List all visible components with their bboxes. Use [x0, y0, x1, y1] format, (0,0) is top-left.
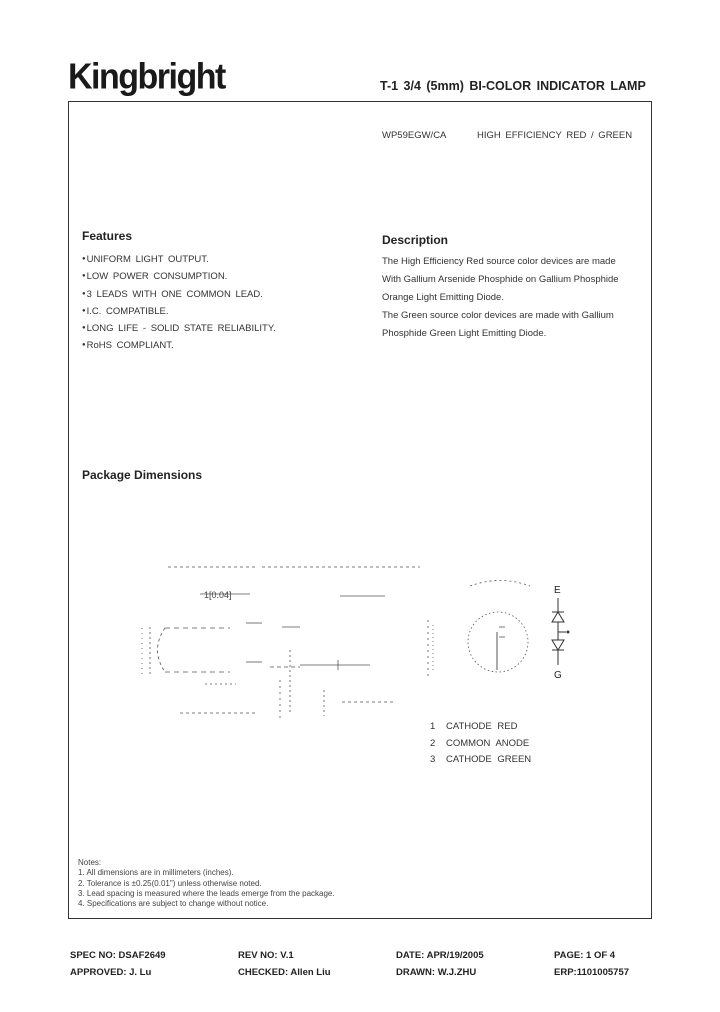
approved-by: APPROVED: J. Lu	[70, 967, 152, 978]
description-line: The High Efficiency Red source color devices are made	[382, 256, 616, 267]
note-line: 1. All dimensions are in millimeters (inches).	[78, 868, 234, 878]
pin-number: 1	[430, 721, 436, 732]
notes-heading: Notes:	[78, 858, 102, 867]
note-line: 2. Tolerance is ±0.25(0.01") unless otherwise noted.	[78, 878, 262, 888]
pin-name: CATHODE GREEN	[446, 754, 532, 765]
description-line: Phosphide Green Light Emitting Diode.	[382, 328, 547, 339]
revision-number: REV NO: V.1	[238, 950, 294, 961]
pin-number: 2	[430, 737, 436, 749]
note-line: 4. Specifications are subject to change without notice.	[78, 899, 269, 909]
diode-schematic	[552, 598, 566, 665]
erp-number: ERP:1101005757	[554, 967, 630, 978]
pin-item	[430, 719, 531, 736]
feature-item: ● RoHS COMPLIANT.	[82, 337, 276, 354]
description-line: The Green source color devices are made with Gallium	[382, 310, 614, 321]
part-number: WP59EGW/CA	[382, 130, 447, 141]
diode-label-e: E	[554, 585, 561, 596]
pin-item	[430, 752, 531, 769]
front-view-circle	[468, 612, 528, 672]
pin-list	[430, 719, 531, 769]
package-dimensions-heading: Package Dimensions	[82, 468, 203, 482]
diode-label-g: G	[554, 670, 562, 681]
document-title: T-1 3/4 (5mm) BI-COLOR INDICATOR LAMP	[380, 79, 646, 93]
feature-item: ● 3 LEADS WITH ONE COMMON LEAD.	[82, 286, 276, 303]
lens-outline	[158, 628, 166, 672]
checked-by: CHECKED: Allen Liu	[238, 967, 331, 978]
feature-item: ● LONG LIFE - SOLID STATE RELIABILITY.	[82, 320, 276, 337]
notes	[78, 858, 335, 909]
feature-item: ● LOW POWER CONSUMPTION.	[82, 268, 276, 285]
pin-name: COMMON ANODE	[446, 737, 530, 749]
pin-name: CATHODE RED	[446, 721, 518, 732]
drawn-by: DRAWN: W.J.ZHU	[396, 967, 477, 978]
part-color: HIGH EFFICIENCY RED / GREEN	[477, 130, 633, 141]
description-line: Orange Light Emitting Diode.	[382, 292, 504, 303]
description-line: With Gallium Arsenide Phosphide on Gallium Phosphide	[382, 274, 619, 285]
feature-item: ● UNIFORM LIGHT OUTPUT.	[82, 251, 276, 268]
common-node	[567, 631, 570, 634]
spec-number: SPEC NO: DSAF2649	[70, 950, 166, 961]
pin-number: 3	[430, 754, 436, 765]
pin-item	[430, 736, 531, 753]
date: DATE: APR/19/2005	[396, 950, 484, 961]
features-heading: Features	[82, 229, 133, 243]
note-line: 3. Lead spacing is measured where the leads emerge from the package.	[78, 888, 335, 898]
feature-item: ● I.C. COMPATIBLE.	[82, 303, 276, 320]
description-heading: Description	[382, 233, 449, 247]
kingbright-logo: Kingbright	[68, 57, 225, 97]
front-view-dimension	[470, 581, 530, 587]
page-number: PAGE: 1 OF 4	[554, 950, 616, 961]
dimension-label: 1[0.04]	[204, 590, 232, 600]
